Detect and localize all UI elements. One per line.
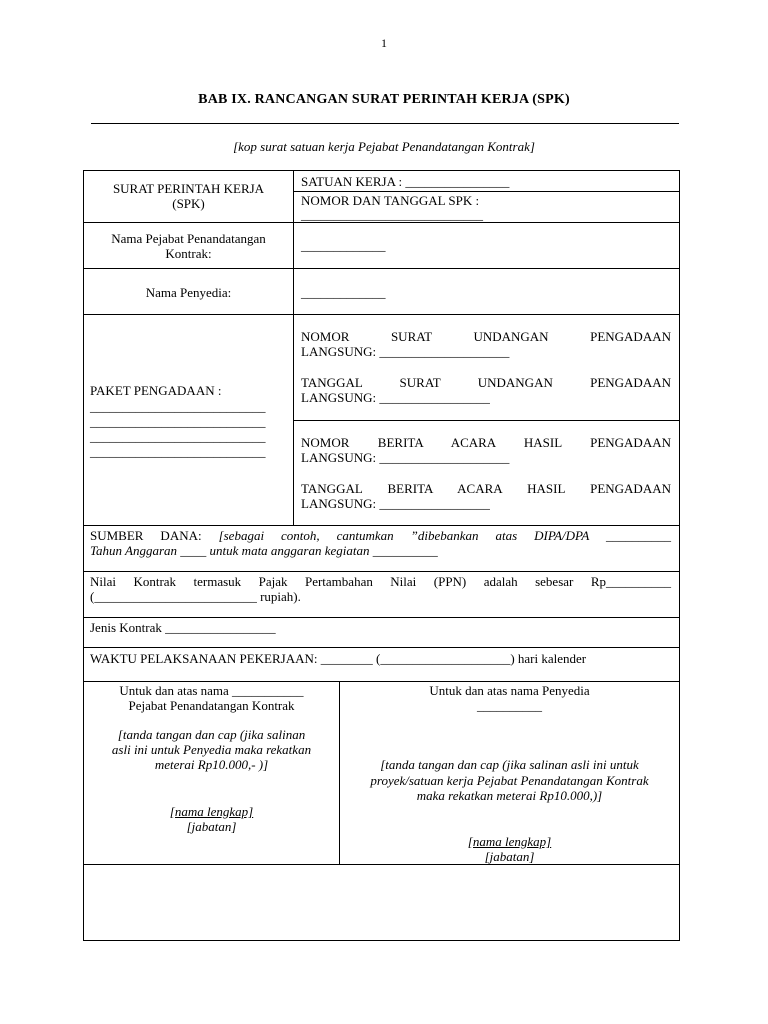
sign-right-position: [jabatan] (484, 849, 535, 864)
sign-left-name-text: [nama lengkap] (169, 804, 254, 819)
pejabat-label-cont: Kontrak: (165, 246, 212, 261)
sign-left-line1: Untuk dan atas nama ___________ (119, 683, 304, 698)
nilai-kontrak: Nilai Kontrak termasuk Pajak Pertambahan Nilai (PPN) adalah sebesar Rp__________ (90, 574, 671, 589)
penyedia-name-field[interactable]: _____________ (301, 285, 386, 300)
row-divider (83, 617, 680, 618)
paket-blank-line[interactable]: ___________________________ (90, 414, 266, 429)
tanggal-surat-undangan: TANGGAL SURAT UNDANGAN PENGADAAN (301, 375, 671, 390)
paket-blank-line[interactable]: ___________________________ (90, 429, 266, 444)
sign-right-line2: __________ (477, 698, 542, 713)
row-divider (83, 222, 680, 223)
nomor-surat-undangan-field[interactable]: LANGSUNG: ____________________ (301, 344, 510, 359)
sign-left-position: [jabatan] (186, 819, 237, 834)
row-divider (293, 191, 680, 192)
sumber-dana (90, 528, 671, 543)
sign-left-note: asli ini untuk Penyedia maka rekatkan (111, 742, 312, 757)
pejabat-label: Nama Pejabat Penandatangan (111, 231, 266, 246)
tanggal-surat-undangan-field[interactable]: LANGSUNG: _________________ (301, 390, 490, 405)
sign-right-line1: Untuk dan atas nama Penyedia (429, 683, 590, 698)
row-divider (83, 647, 680, 648)
row-divider (83, 571, 680, 572)
row-divider (83, 268, 680, 269)
penyedia-label: Nama Penyedia: (145, 285, 232, 300)
sign-right-name (340, 834, 679, 849)
sumber-dana-note: [sebagai contoh, cantumkan ”dibebankan atas DIPA/DPA __________ (218, 528, 671, 543)
empty-row (84, 865, 679, 940)
sign-right-name-text: [nama lengkap] (467, 834, 552, 849)
sumber-dana-note-cont: Tahun Anggaran ____ untuk mata anggaran kegiatan __________ (90, 543, 438, 558)
paket-blank-line[interactable]: ___________________________ (90, 399, 266, 414)
kop-surat-note: [kop surat satuan kerja Pejabat Penandatangan Kontrak] (233, 139, 535, 154)
pejabat-name-field[interactable]: _____________ (301, 238, 386, 253)
nomor-berita-acara-field[interactable]: LANGSUNG: ____________________ (301, 450, 510, 465)
sumber-dana-label: SUMBER DANA: (90, 528, 219, 543)
sign-left-note: meterai Rp10.000,- )] (154, 757, 269, 772)
spk-label: SURAT PERINTAH KERJA (112, 181, 265, 196)
sign-left-line2: Pejabat Penandatangan Kontrak (128, 698, 295, 713)
tanggal-berita-acara-field[interactable]: LANGSUNG: _________________ (301, 496, 490, 511)
jenis-kontrak[interactable]: Jenis Kontrak _________________ (90, 620, 276, 635)
sign-right-note: maka rekatkan meterai Rp10.000,)] (416, 788, 603, 803)
waktu-pelaksanaan[interactable]: WAKTU PELAKSANAAN PEKERJAAN: ________ (____________________) hari kalender (90, 651, 587, 666)
row-divider (83, 314, 680, 315)
row-divider (83, 525, 680, 526)
satuan-kerja-field[interactable]: SATUAN KERJA : ________________ (301, 174, 510, 189)
row-divider (83, 681, 680, 682)
nomor-surat-undangan: NOMOR SURAT UNDANGAN PENGADAAN (301, 329, 671, 344)
sign-left-name (84, 804, 339, 819)
document-title: BAB IX. RANCANGAN SURAT PERINTAH KERJA (SPK) (198, 92, 570, 107)
paket-blank-line[interactable]: ___________________________ (90, 444, 266, 459)
sign-left-note: [tanda tangan dan cap (jika salinan (117, 727, 306, 742)
page-number: 1 (381, 36, 387, 50)
title-divider (91, 123, 679, 124)
column-divider (293, 170, 294, 525)
nomor-tanggal-spk-label: NOMOR DAN TANGGAL SPK : (301, 193, 480, 208)
row-divider (293, 420, 680, 421)
sign-right-note: proyek/satuan kerja Pejabat Penandatangan Kontrak (370, 773, 649, 788)
tanggal-berita-acara: TANGGAL BERITA ACARA HASIL PENGADAAN (301, 481, 671, 496)
sign-right-note: [tanda tangan dan cap (jika salinan asli ini untuk (380, 757, 639, 772)
nilai-kontrak-terbilang[interactable]: (_________________________ rupiah). (90, 589, 301, 604)
paket-pengadaan-label: PAKET PENGADAAN : (90, 383, 222, 398)
spk-label-abbrev: (SPK) (172, 196, 205, 211)
nomor-berita-acara: NOMOR BERITA ACARA HASIL PENGADAAN (301, 435, 671, 450)
nomor-tanggal-spk-field[interactable]: ____________________________ (301, 207, 483, 222)
